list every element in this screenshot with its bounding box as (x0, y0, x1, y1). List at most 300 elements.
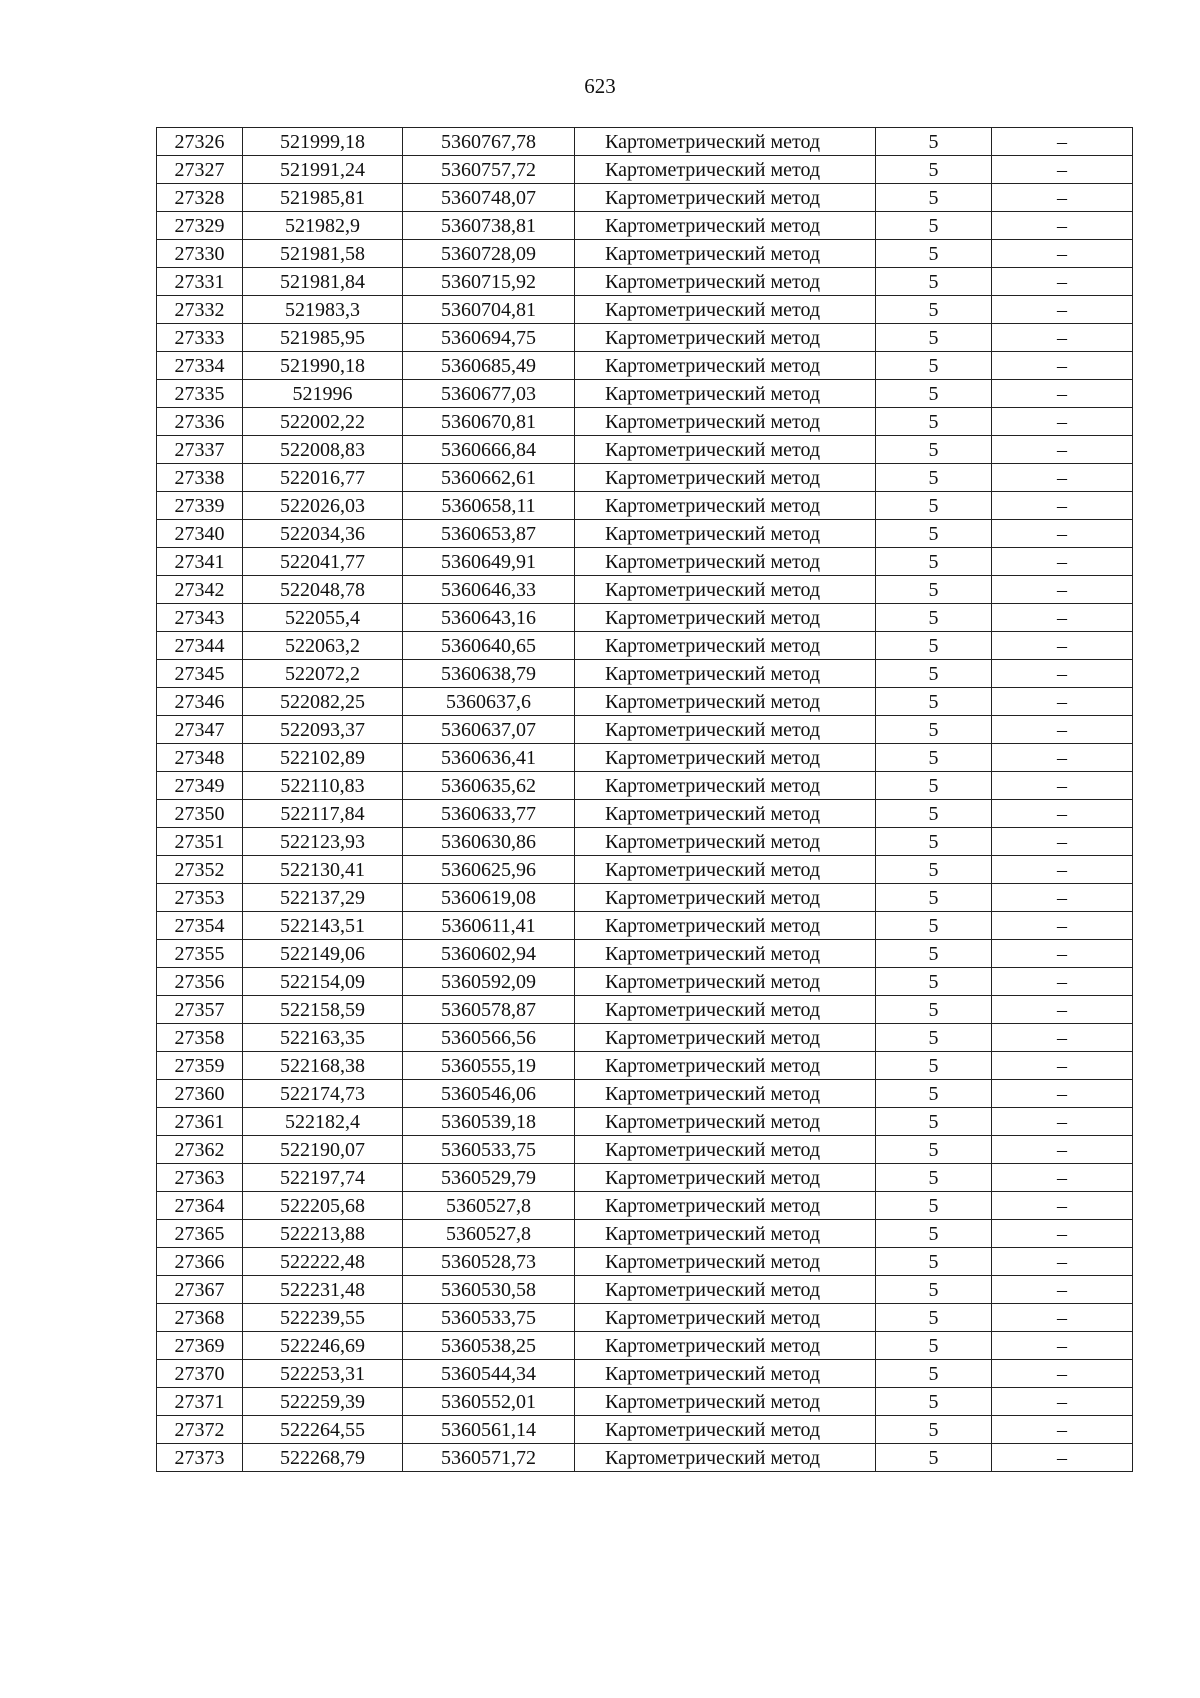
y-coordinate-cell: 5360566,56 (403, 1024, 575, 1052)
y-coordinate-cell: 5360533,75 (403, 1304, 575, 1332)
description-cell: – (992, 548, 1133, 576)
accuracy-cell: 5 (876, 1276, 992, 1304)
point-number-cell: 27329 (157, 212, 243, 240)
accuracy-cell: 5 (876, 1304, 992, 1332)
point-number-cell: 27359 (157, 1052, 243, 1080)
accuracy-cell: 5 (876, 1080, 992, 1108)
method-cell: Картометрический метод (575, 380, 876, 408)
y-coordinate-cell: 5360757,72 (403, 156, 575, 184)
x-coordinate-cell: 521982,9 (243, 212, 403, 240)
accuracy-cell: 5 (876, 156, 992, 184)
method-cell: Картометрический метод (575, 1024, 876, 1052)
description-cell: – (992, 576, 1133, 604)
x-coordinate-cell: 522222,48 (243, 1248, 403, 1276)
accuracy-cell: 5 (876, 324, 992, 352)
description-cell: – (992, 1080, 1133, 1108)
point-number-cell: 27342 (157, 576, 243, 604)
method-cell: Картометрический метод (575, 884, 876, 912)
method-cell: Картометрический метод (575, 1108, 876, 1136)
point-number-cell: 27353 (157, 884, 243, 912)
description-cell: – (992, 772, 1133, 800)
description-cell: – (992, 408, 1133, 436)
x-coordinate-cell: 522239,55 (243, 1304, 403, 1332)
point-number-cell: 27339 (157, 492, 243, 520)
table-row (157, 1220, 1133, 1248)
description-cell: – (992, 604, 1133, 632)
y-coordinate-cell: 5360555,19 (403, 1052, 575, 1080)
table-row (157, 744, 1133, 772)
x-coordinate-cell: 522190,07 (243, 1136, 403, 1164)
accuracy-cell: 5 (876, 548, 992, 576)
description-cell: – (992, 1248, 1133, 1276)
table-row (157, 1192, 1133, 1220)
point-number-cell: 27344 (157, 632, 243, 660)
description-cell: – (992, 1276, 1133, 1304)
table-row (157, 996, 1133, 1024)
method-cell: Картометрический метод (575, 548, 876, 576)
y-coordinate-cell: 5360527,8 (403, 1220, 575, 1248)
point-number-cell: 27357 (157, 996, 243, 1024)
description-cell: – (992, 380, 1133, 408)
point-number-cell: 27349 (157, 772, 243, 800)
description-cell: – (992, 828, 1133, 856)
point-number-cell: 27365 (157, 1220, 243, 1248)
y-coordinate-cell: 5360704,81 (403, 296, 575, 324)
method-cell: Картометрический метод (575, 1220, 876, 1248)
point-number-cell: 27332 (157, 296, 243, 324)
accuracy-cell: 5 (876, 1108, 992, 1136)
description-cell: – (992, 156, 1133, 184)
accuracy-cell: 5 (876, 1164, 992, 1192)
table-row (157, 912, 1133, 940)
method-cell: Картометрический метод (575, 968, 876, 996)
method-cell: Картометрический метод (575, 464, 876, 492)
table-row (157, 604, 1133, 632)
point-number-cell: 27373 (157, 1444, 243, 1472)
description-cell: – (992, 716, 1133, 744)
table-row (157, 632, 1133, 660)
description-cell: – (992, 1444, 1133, 1472)
accuracy-cell: 5 (876, 744, 992, 772)
accuracy-cell: 5 (876, 912, 992, 940)
x-coordinate-cell: 521985,95 (243, 324, 403, 352)
point-number-cell: 27348 (157, 744, 243, 772)
y-coordinate-cell: 5360530,58 (403, 1276, 575, 1304)
y-coordinate-cell: 5360738,81 (403, 212, 575, 240)
description-cell: – (992, 1360, 1133, 1388)
table-row (157, 436, 1133, 464)
x-coordinate-cell: 522268,79 (243, 1444, 403, 1472)
table-row (157, 520, 1133, 548)
y-coordinate-cell: 5360636,41 (403, 744, 575, 772)
point-number-cell: 27343 (157, 604, 243, 632)
table-row (157, 240, 1133, 268)
x-coordinate-cell: 521985,81 (243, 184, 403, 212)
accuracy-cell: 5 (876, 436, 992, 464)
x-coordinate-cell: 522213,88 (243, 1220, 403, 1248)
table-row (157, 492, 1133, 520)
accuracy-cell: 5 (876, 1024, 992, 1052)
y-coordinate-cell: 5360677,03 (403, 380, 575, 408)
accuracy-cell: 5 (876, 1444, 992, 1472)
method-cell: Картометрический метод (575, 632, 876, 660)
table-row (157, 660, 1133, 688)
accuracy-cell: 5 (876, 212, 992, 240)
y-coordinate-cell: 5360571,72 (403, 1444, 575, 1472)
y-coordinate-cell: 5360527,8 (403, 1192, 575, 1220)
x-coordinate-cell: 522002,22 (243, 408, 403, 436)
y-coordinate-cell: 5360546,06 (403, 1080, 575, 1108)
description-cell: – (992, 1192, 1133, 1220)
point-number-cell: 27351 (157, 828, 243, 856)
x-coordinate-cell: 522197,74 (243, 1164, 403, 1192)
method-cell: Картометрический метод (575, 912, 876, 940)
point-number-cell: 27346 (157, 688, 243, 716)
point-number-cell: 27333 (157, 324, 243, 352)
table-row (157, 1136, 1133, 1164)
table-row (157, 352, 1133, 380)
y-coordinate-cell: 5360633,77 (403, 800, 575, 828)
y-coordinate-cell: 5360619,08 (403, 884, 575, 912)
accuracy-cell: 5 (876, 576, 992, 604)
method-cell: Картометрический метод (575, 408, 876, 436)
table-row (157, 1052, 1133, 1080)
y-coordinate-cell: 5360592,09 (403, 968, 575, 996)
method-cell: Картометрический метод (575, 1360, 876, 1388)
table-row (157, 1332, 1133, 1360)
point-number-cell: 27336 (157, 408, 243, 436)
method-cell: Картометрический метод (575, 940, 876, 968)
x-coordinate-cell: 522048,78 (243, 576, 403, 604)
accuracy-cell: 5 (876, 520, 992, 548)
y-coordinate-cell: 5360528,73 (403, 1248, 575, 1276)
method-cell: Картометрический метод (575, 744, 876, 772)
y-coordinate-cell: 5360578,87 (403, 996, 575, 1024)
method-cell: Картометрический метод (575, 324, 876, 352)
point-number-cell: 27327 (157, 156, 243, 184)
point-number-cell: 27341 (157, 548, 243, 576)
description-cell: – (992, 1332, 1133, 1360)
x-coordinate-cell: 522205,68 (243, 1192, 403, 1220)
description-cell: – (992, 800, 1133, 828)
point-number-cell: 27371 (157, 1388, 243, 1416)
table-row (157, 1304, 1133, 1332)
accuracy-cell: 5 (876, 856, 992, 884)
point-number-cell: 27334 (157, 352, 243, 380)
x-coordinate-cell: 522102,89 (243, 744, 403, 772)
table-row (157, 184, 1133, 212)
description-cell: – (992, 660, 1133, 688)
table-row (157, 856, 1133, 884)
description-cell: – (992, 632, 1133, 660)
x-coordinate-cell: 521981,84 (243, 268, 403, 296)
x-coordinate-cell: 522072,2 (243, 660, 403, 688)
method-cell: Картометрический метод (575, 1136, 876, 1164)
description-cell: – (992, 492, 1133, 520)
x-coordinate-cell: 522034,36 (243, 520, 403, 548)
method-cell: Картометрический метод (575, 436, 876, 464)
description-cell: – (992, 268, 1133, 296)
point-number-cell: 27368 (157, 1304, 243, 1332)
description-cell: – (992, 968, 1133, 996)
description-cell: – (992, 688, 1133, 716)
y-coordinate-cell: 5360640,65 (403, 632, 575, 660)
accuracy-cell: 5 (876, 492, 992, 520)
method-cell: Картометрический метод (575, 1052, 876, 1080)
description-cell: – (992, 1220, 1133, 1248)
table-row (157, 1360, 1133, 1388)
table-row (157, 884, 1133, 912)
page-number: 623 (584, 74, 616, 98)
point-number-cell: 27361 (157, 1108, 243, 1136)
table-row (157, 968, 1133, 996)
point-number-cell: 27358 (157, 1024, 243, 1052)
y-coordinate-cell: 5360625,96 (403, 856, 575, 884)
method-cell: Картометрический метод (575, 1444, 876, 1472)
point-number-cell: 27356 (157, 968, 243, 996)
y-coordinate-cell: 5360685,49 (403, 352, 575, 380)
method-cell: Картометрический метод (575, 1304, 876, 1332)
point-number-cell: 27369 (157, 1332, 243, 1360)
accuracy-cell: 5 (876, 772, 992, 800)
y-coordinate-cell: 5360637,6 (403, 688, 575, 716)
x-coordinate-cell: 522158,59 (243, 996, 403, 1024)
description-cell: – (992, 1416, 1133, 1444)
method-cell: Картометрический метод (575, 1416, 876, 1444)
point-number-cell: 27352 (157, 856, 243, 884)
method-cell: Картометрический метод (575, 1192, 876, 1220)
accuracy-cell: 5 (876, 408, 992, 436)
table-row (157, 800, 1133, 828)
y-coordinate-cell: 5360694,75 (403, 324, 575, 352)
coordinates-table (156, 127, 1133, 1472)
y-coordinate-cell: 5360552,01 (403, 1388, 575, 1416)
description-cell: – (992, 1388, 1133, 1416)
method-cell: Картометрический метод (575, 184, 876, 212)
point-number-cell: 27362 (157, 1136, 243, 1164)
point-number-cell: 27364 (157, 1192, 243, 1220)
y-coordinate-cell: 5360643,16 (403, 604, 575, 632)
x-coordinate-cell: 521999,18 (243, 128, 403, 156)
y-coordinate-cell: 5360649,91 (403, 548, 575, 576)
accuracy-cell: 5 (876, 800, 992, 828)
x-coordinate-cell: 522154,09 (243, 968, 403, 996)
x-coordinate-cell: 522149,06 (243, 940, 403, 968)
description-cell: – (992, 912, 1133, 940)
accuracy-cell: 5 (876, 1388, 992, 1416)
accuracy-cell: 5 (876, 828, 992, 856)
description-cell: – (992, 520, 1133, 548)
accuracy-cell: 5 (876, 688, 992, 716)
description-cell: – (992, 128, 1133, 156)
y-coordinate-cell: 5360715,92 (403, 268, 575, 296)
description-cell: – (992, 212, 1133, 240)
point-number-cell: 27331 (157, 268, 243, 296)
accuracy-cell: 5 (876, 1360, 992, 1388)
y-coordinate-cell: 5360611,41 (403, 912, 575, 940)
point-number-cell: 27337 (157, 436, 243, 464)
description-cell: – (992, 940, 1133, 968)
accuracy-cell: 5 (876, 240, 992, 268)
x-coordinate-cell: 522093,37 (243, 716, 403, 744)
y-coordinate-cell: 5360529,79 (403, 1164, 575, 1192)
description-cell: – (992, 1052, 1133, 1080)
y-coordinate-cell: 5360662,61 (403, 464, 575, 492)
point-number-cell: 27335 (157, 380, 243, 408)
table-row (157, 380, 1133, 408)
y-coordinate-cell: 5360658,11 (403, 492, 575, 520)
description-cell: – (992, 1164, 1133, 1192)
description-cell: – (992, 436, 1133, 464)
x-coordinate-cell: 522110,83 (243, 772, 403, 800)
description-cell: – (992, 884, 1133, 912)
method-cell: Картометрический метод (575, 996, 876, 1024)
x-coordinate-cell: 522063,2 (243, 632, 403, 660)
method-cell: Картометрический метод (575, 1276, 876, 1304)
x-coordinate-cell: 522082,25 (243, 688, 403, 716)
table-row (157, 1444, 1133, 1472)
table-row (157, 772, 1133, 800)
x-coordinate-cell: 522174,73 (243, 1080, 403, 1108)
accuracy-cell: 5 (876, 940, 992, 968)
method-cell: Картометрический метод (575, 212, 876, 240)
x-coordinate-cell: 522143,51 (243, 912, 403, 940)
x-coordinate-cell: 522008,83 (243, 436, 403, 464)
y-coordinate-cell: 5360748,07 (403, 184, 575, 212)
point-number-cell: 27330 (157, 240, 243, 268)
method-cell: Картометрический метод (575, 856, 876, 884)
table-row (157, 576, 1133, 604)
x-coordinate-cell: 522026,03 (243, 492, 403, 520)
description-cell: – (992, 352, 1133, 380)
table-row (157, 464, 1133, 492)
accuracy-cell: 5 (876, 464, 992, 492)
description-cell: – (992, 464, 1133, 492)
table-row (157, 940, 1133, 968)
method-cell: Картометрический метод (575, 352, 876, 380)
x-coordinate-cell: 522137,29 (243, 884, 403, 912)
point-number-cell: 27355 (157, 940, 243, 968)
x-coordinate-cell: 522253,31 (243, 1360, 403, 1388)
accuracy-cell: 5 (876, 352, 992, 380)
x-coordinate-cell: 521996 (243, 380, 403, 408)
description-cell: – (992, 240, 1133, 268)
method-cell: Картометрический метод (575, 660, 876, 688)
method-cell: Картометрический метод (575, 772, 876, 800)
method-cell: Картометрический метод (575, 128, 876, 156)
method-cell: Картометрический метод (575, 576, 876, 604)
point-number-cell: 27326 (157, 128, 243, 156)
method-cell: Картометрический метод (575, 828, 876, 856)
method-cell: Картометрический метод (575, 1080, 876, 1108)
y-coordinate-cell: 5360767,78 (403, 128, 575, 156)
point-number-cell: 27340 (157, 520, 243, 548)
point-number-cell: 27347 (157, 716, 243, 744)
x-coordinate-cell: 521983,3 (243, 296, 403, 324)
description-cell: – (992, 324, 1133, 352)
method-cell: Картометрический метод (575, 1248, 876, 1276)
table-row (157, 268, 1133, 296)
point-number-cell: 27345 (157, 660, 243, 688)
y-coordinate-cell: 5360602,94 (403, 940, 575, 968)
x-coordinate-cell: 522117,84 (243, 800, 403, 828)
accuracy-cell: 5 (876, 268, 992, 296)
table-row (157, 548, 1133, 576)
accuracy-cell: 5 (876, 1416, 992, 1444)
x-coordinate-cell: 522041,77 (243, 548, 403, 576)
point-number-cell: 27363 (157, 1164, 243, 1192)
accuracy-cell: 5 (876, 632, 992, 660)
y-coordinate-cell: 5360728,09 (403, 240, 575, 268)
accuracy-cell: 5 (876, 1248, 992, 1276)
x-coordinate-cell: 522246,69 (243, 1332, 403, 1360)
accuracy-cell: 5 (876, 1052, 992, 1080)
accuracy-cell: 5 (876, 660, 992, 688)
x-coordinate-cell: 522168,38 (243, 1052, 403, 1080)
table-row (157, 716, 1133, 744)
method-cell: Картометрический метод (575, 688, 876, 716)
accuracy-cell: 5 (876, 1136, 992, 1164)
y-coordinate-cell: 5360670,81 (403, 408, 575, 436)
x-coordinate-cell: 521991,24 (243, 156, 403, 184)
point-number-cell: 27360 (157, 1080, 243, 1108)
table-row (157, 1164, 1133, 1192)
y-coordinate-cell: 5360637,07 (403, 716, 575, 744)
table-row (157, 408, 1133, 436)
x-coordinate-cell: 521990,18 (243, 352, 403, 380)
x-coordinate-cell: 522130,41 (243, 856, 403, 884)
table-row (157, 1248, 1133, 1276)
description-cell: – (992, 744, 1133, 772)
x-coordinate-cell: 521981,58 (243, 240, 403, 268)
accuracy-cell: 5 (876, 184, 992, 212)
description-cell: – (992, 996, 1133, 1024)
table-row (157, 156, 1133, 184)
y-coordinate-cell: 5360666,84 (403, 436, 575, 464)
accuracy-cell: 5 (876, 996, 992, 1024)
table-row (157, 212, 1133, 240)
x-coordinate-cell: 522264,55 (243, 1416, 403, 1444)
y-coordinate-cell: 5360630,86 (403, 828, 575, 856)
table-row (157, 1416, 1133, 1444)
method-cell: Картометрический метод (575, 1388, 876, 1416)
method-cell: Картометрический метод (575, 240, 876, 268)
method-cell: Картометрический метод (575, 716, 876, 744)
table-body (157, 128, 1133, 1472)
x-coordinate-cell: 522182,4 (243, 1108, 403, 1136)
table-row (157, 828, 1133, 856)
y-coordinate-cell: 5360538,25 (403, 1332, 575, 1360)
x-coordinate-cell: 522055,4 (243, 604, 403, 632)
description-cell: – (992, 184, 1133, 212)
description-cell: – (992, 1024, 1133, 1052)
description-cell: – (992, 296, 1133, 324)
point-number-cell: 27366 (157, 1248, 243, 1276)
x-coordinate-cell: 522259,39 (243, 1388, 403, 1416)
method-cell: Картометрический метод (575, 604, 876, 632)
point-number-cell: 27367 (157, 1276, 243, 1304)
method-cell: Картометрический метод (575, 520, 876, 548)
description-cell: – (992, 1304, 1133, 1332)
accuracy-cell: 5 (876, 1220, 992, 1248)
y-coordinate-cell: 5360533,75 (403, 1136, 575, 1164)
table-row (157, 1276, 1133, 1304)
accuracy-cell: 5 (876, 884, 992, 912)
y-coordinate-cell: 5360646,33 (403, 576, 575, 604)
accuracy-cell: 5 (876, 716, 992, 744)
point-number-cell: 27372 (157, 1416, 243, 1444)
accuracy-cell: 5 (876, 604, 992, 632)
